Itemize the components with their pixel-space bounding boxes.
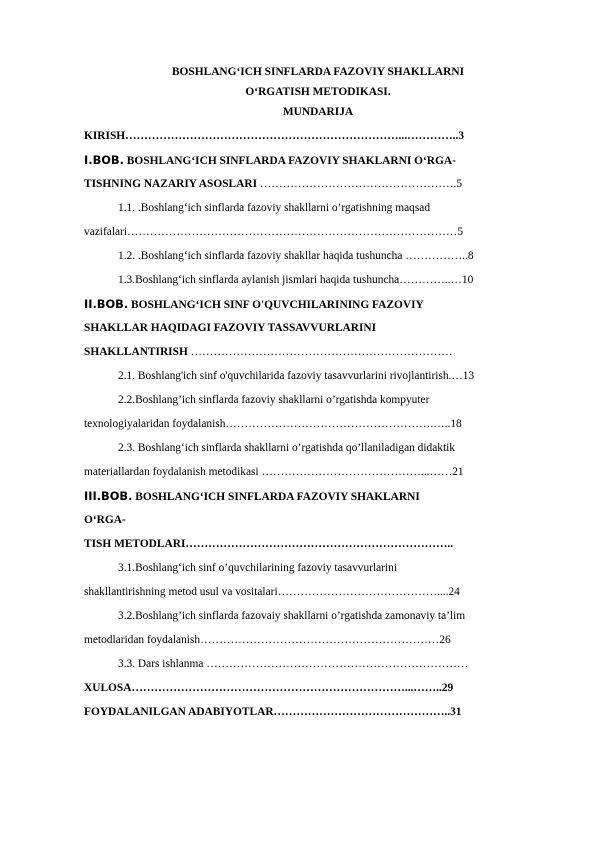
toc-entry-3-1: 3.1.Boshlang‘ich sinf o’quvchilarining fazoviy tasavvurlarini bbox=[118, 562, 398, 574]
chapter3-title-line1: BOSHLANG‘ICH SINFLARDA FAZOVIY SHAKLARNI bbox=[132, 491, 420, 503]
toc-entry-chapter2 bbox=[84, 296, 424, 313]
chapter2-title-line3: SHAKLLANTIRISH bbox=[84, 346, 188, 358]
toc-entry-2-3: 2.3. Boshlang‘ich sinflarda shakllarni o’rgatishda qo’llaniladigan didaktik bbox=[118, 442, 456, 454]
toc-entry-xulosa: XULOSA………………………………………………………………...……..29 bbox=[84, 682, 454, 694]
toc-entry-1-1-cont: vazifalari……………………………………………………………………………5 bbox=[84, 226, 464, 238]
chapter3-title-line2: O‘RGA- bbox=[84, 514, 126, 526]
toc-entry-kirish: KIRISH………………………………………………………………...…………..3 bbox=[84, 130, 465, 142]
toc-entry-chapter1 bbox=[84, 152, 456, 169]
toc-entry-3-3: 3.3. Dars ishlanma …………………………………………………………… bbox=[118, 658, 469, 670]
toc-entry-chapter1-cont bbox=[84, 176, 462, 192]
chapter3-title-line3: TISH METODLARI…………………………………………………………….. bbox=[84, 538, 454, 550]
toc-entry-chapter2-cont bbox=[84, 344, 453, 360]
toc-entry-2-2: 2.2.Boshlang’ich sinflarda fazoviy shakllarni o’rgatishda kompyuter bbox=[118, 394, 430, 406]
toc-heading: MUNDARIJA bbox=[282, 106, 354, 118]
chapter1-page: …………………………………………….5 bbox=[257, 178, 463, 190]
chapter1-title-line1: BOSHLANG‘ICH SINFLARDA FAZOVIY SHAKLARNI O‘RGA- bbox=[123, 155, 456, 167]
toc-entry-2-2-cont: texnologiyalaridan foydalanish……………………………………………….…..18 bbox=[84, 418, 462, 430]
toc-entry-1-1: 1.1. .Boshlang‘ich sinflarda fazoviy shakllarni o’rgatishning maqsad bbox=[118, 202, 431, 214]
toc-entry-3-2: 3.2.Boshlang’ich sinflarda fazovaiy shakllarni o’rgatishda zamonaviy ta’lim bbox=[118, 610, 466, 622]
chapter2-dots: …………………………………………………………… bbox=[187, 346, 453, 358]
toc-entry-2-3-cont: materiallardan foydalanish metodikasi ……………………………………...……21 bbox=[84, 466, 464, 478]
chapter2-prefix: II.BOB. bbox=[84, 297, 129, 311]
chapter1-prefix: I.BOB. bbox=[84, 153, 124, 167]
toc-entry-2-1: 2.1. Boshlang'ich sinf o'quvchilarida fazoviy tasavvurlarini rivojlantirish.…13 bbox=[118, 370, 475, 382]
chapter2-title-line2: SHAKLLAR HAQIDAGI FAZOVIY TASSAVVURLARINI bbox=[84, 322, 377, 334]
toc-entry-bibliography: FOYDALANILGAN ADABIYOTLAR………………………………………..31 bbox=[84, 706, 462, 718]
document-title-line1: BOSHLANG‘ICH SINFLARDA FAZOVIY SHAKLLARNI bbox=[171, 66, 465, 78]
toc-entry-1-3: 1.3.Boshlang‘ich sinflarda aylanish jismlari haqida tushuncha…………..…10 bbox=[118, 274, 474, 286]
chapter1-title-line2: TISHNING NAZARIY ASOSLARI bbox=[84, 178, 258, 190]
chapter3-prefix: III.BOB. bbox=[84, 489, 133, 503]
toc-entry-1-2: 1.2. .Boshlang‘ich sinflarda fazoviy shakllar haqida tushuncha ……………..8 bbox=[118, 250, 474, 262]
chapter2-title-line1: BOSHLANG‘ICH SINF O'QUVCHILARINING FAZOVIY bbox=[128, 299, 424, 311]
toc-entry-chapter3 bbox=[84, 488, 420, 505]
document-title-line2: O‘RGATISH METODIKASI. bbox=[245, 86, 391, 98]
toc-entry-3-1-cont: shakllantirishning metod usul va vositalari……………………………………....24 bbox=[84, 586, 460, 598]
toc-entry-3-2-cont: metodlaridan foydalanish………………………………………………………26 bbox=[84, 634, 451, 646]
